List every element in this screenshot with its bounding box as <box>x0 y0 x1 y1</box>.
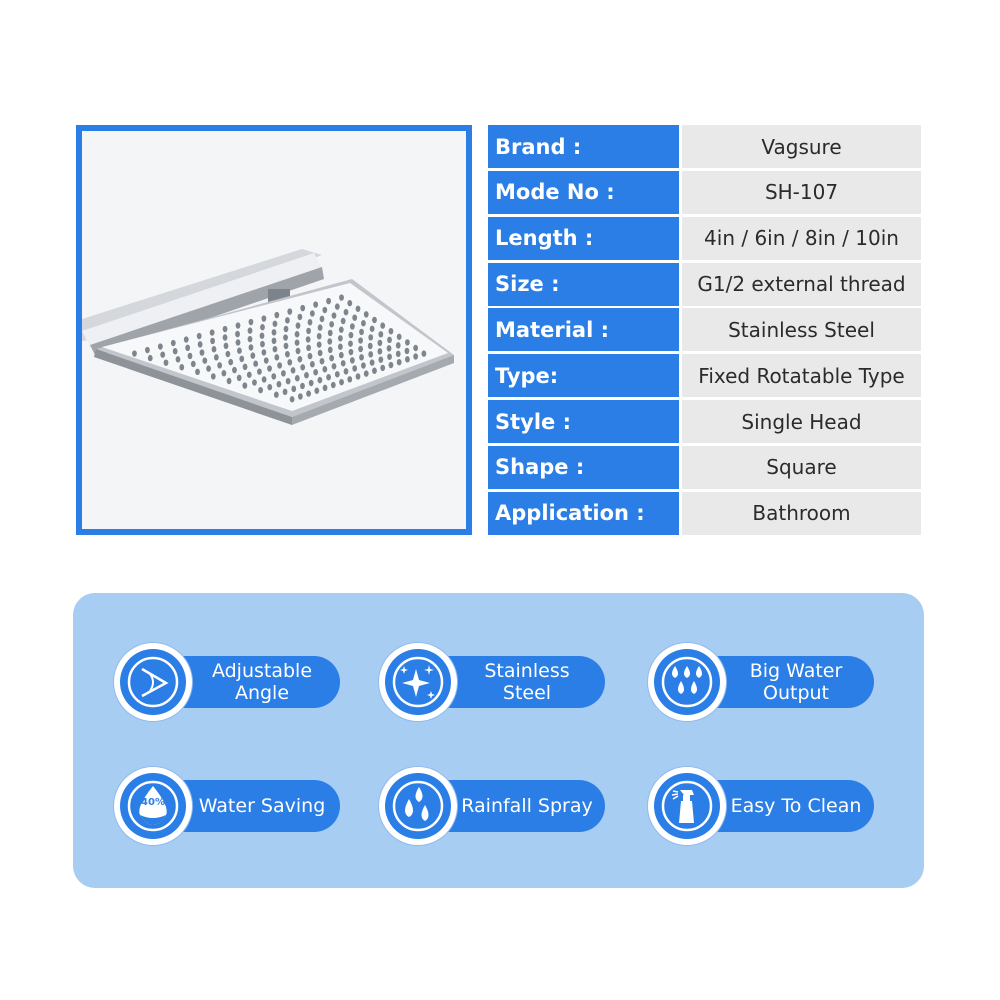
spec-row <box>488 492 921 535</box>
feature-label-line: Steel <box>502 682 552 704</box>
feature-badge: 40% <box>141 797 165 808</box>
spec-label: Size : <box>488 263 679 306</box>
feature-item <box>379 767 607 845</box>
spec-row <box>488 354 921 397</box>
spec-label: Brand : <box>488 125 679 168</box>
spec-label: Mode No : <box>488 171 679 214</box>
spec-value: G1/2 external thread <box>682 263 921 306</box>
spec-row <box>488 446 921 489</box>
spec-row <box>488 217 921 260</box>
spec-label: Material : <box>488 308 679 351</box>
feature-label-line: Output <box>763 682 829 704</box>
product-photo-frame <box>76 125 472 535</box>
spec-table <box>488 125 921 538</box>
spec-value: Fixed Rotatable Type <box>682 354 921 397</box>
feature-item <box>379 643 607 721</box>
spec-value: Square <box>682 446 921 489</box>
feature-label-line: Water Saving <box>198 795 326 817</box>
angle-icon <box>114 643 192 721</box>
spec-value: Vagsure <box>682 125 921 168</box>
spec-label: Application : <box>488 492 679 535</box>
spec-value: 4in / 6in / 8in / 10in <box>682 217 921 260</box>
water-saving-icon <box>114 767 192 845</box>
shower-head-image <box>82 131 466 529</box>
spec-row <box>488 125 921 168</box>
feature-item <box>648 643 876 721</box>
feature-item <box>114 767 342 845</box>
feature-label-line: Big Water <box>749 660 843 682</box>
spec-row <box>488 263 921 306</box>
spray-bottle-icon <box>648 767 726 845</box>
feature-item <box>114 643 342 721</box>
spec-row <box>488 308 921 351</box>
spec-label: Length : <box>488 217 679 260</box>
spec-label: Style : <box>488 400 679 443</box>
spec-row <box>488 400 921 443</box>
feature-label-line: Easy To Clean <box>730 795 862 817</box>
spec-label: Shape : <box>488 446 679 489</box>
feature-label-line: Adjustable <box>211 660 313 682</box>
sparkle-icon <box>379 643 457 721</box>
feature-label-line: Angle <box>234 682 290 704</box>
spec-value: Single Head <box>682 400 921 443</box>
spec-row <box>488 171 921 214</box>
feature-item <box>648 767 876 845</box>
spec-value: Stainless Steel <box>682 308 921 351</box>
spec-value: Bathroom <box>682 492 921 535</box>
rain-drops-icon <box>379 767 457 845</box>
feature-label-line: Rainfall Spray <box>461 795 593 817</box>
features-panel <box>73 593 924 888</box>
feature-label-line: Stainless <box>484 660 570 682</box>
water-drops-icon <box>648 643 726 721</box>
spec-value: SH-107 <box>682 171 921 214</box>
spec-label: Type: <box>488 354 679 397</box>
